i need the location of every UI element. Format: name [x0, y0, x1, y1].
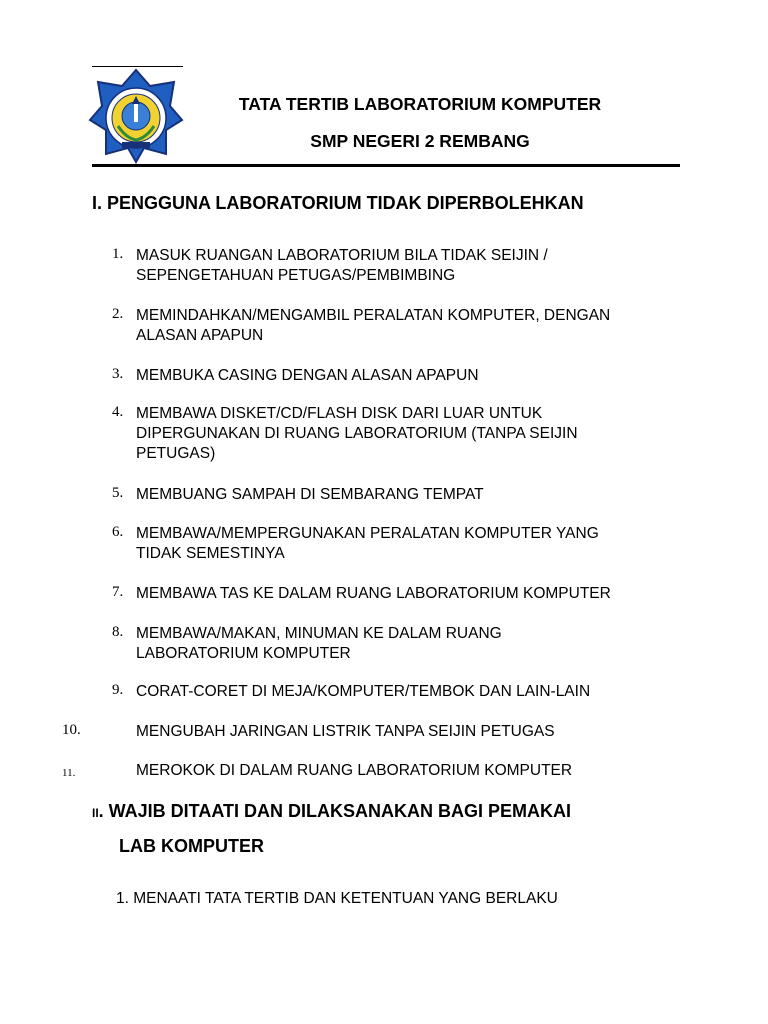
section-1-heading: I. PENGGUNA LABORATORIUM TIDAK DIPERBOLEHKAN — [92, 193, 584, 213]
list-item-number: 2. — [112, 306, 124, 322]
list-item-text: MEMBAWA/MAKAN, MINUMAN KE DALAM RUANG LABORATORIUM KOMPUTER — [136, 625, 502, 662]
list-item-text: MENGUBAH JARINGAN LISTRIK TANPA SEIJIN PETUGAS — [136, 723, 555, 740]
list-item-text: MEMBAWA/MEMPERGUNAKAN PERALATAN KOMPUTER YANG TIDAK SEMESTINYA — [136, 525, 599, 562]
section-2-heading-text: . WAJIB DITAATI DAN DILAKSANAKAN BAGI PEMAKAI — [98, 801, 571, 821]
school-name: SMP NEGERI 2 REMBANG — [310, 131, 530, 151]
section-2-list-item: 1. MENAATI TATA TERTIB DAN KETENTUAN YANG BERLAKU — [116, 890, 558, 907]
list-item-text: MEROKOK DI DALAM RUANG LABORATORIUM KOMPUTER — [136, 762, 573, 779]
document-title: TATA TERTIB LABORATORIUM KOMPUTER — [238, 94, 602, 114]
list-item-number: 10. — [62, 722, 81, 738]
list-item-text: MEMBAWA DISKET/CD/FLASH DISK DARI LUAR UNTUK DIPERGUNAKAN DI RUANG LABORATORIUM (TANPA SEIJIN PETUGAS) — [136, 405, 578, 462]
header-divider — [92, 164, 680, 167]
list-item-number: 11. — [62, 767, 76, 779]
section-2-heading — [92, 801, 571, 822]
list-item-number: 6. — [112, 524, 124, 540]
list-item-number: 3. — [112, 366, 124, 382]
list-item-text: MASUK RUANGAN LABORATORIUM BILA TIDAK SEIJIN / SEPENGETAHUAN PETUGAS/PEMBIMBING — [136, 247, 548, 284]
list-item-text: MEMINDAHKAN/MENGAMBIL PERALATAN KOMPUTER, DENGAN ALASAN APAPUN — [136, 307, 611, 344]
list-item-number: 9. — [112, 682, 124, 698]
list-item-text: MEMBAWA TAS KE DALAM RUANG LABORATORIUM KOMPUTER — [136, 585, 611, 602]
list-item-number: 7. — [112, 584, 124, 600]
list-item-number: 1. — [112, 246, 124, 262]
section-2-heading-continued: LAB KOMPUTER — [119, 836, 264, 856]
top-rule — [92, 66, 183, 67]
list-item-text: MEMBUANG SAMPAH DI SEMBARANG TEMPAT — [136, 486, 484, 503]
list-item-number: 5. — [112, 485, 124, 501]
list-item-number: 8. — [112, 624, 124, 640]
list-item-text: MEMBUKA CASING DENGAN ALASAN APAPUN — [136, 367, 479, 384]
list-item-number: 4. — [112, 404, 124, 420]
section-2-roman-numeral: II — [92, 806, 99, 820]
list-item-text: CORAT-CORET DI MEJA/KOMPUTER/TEMBOK DAN LAIN-LAIN — [136, 683, 591, 700]
